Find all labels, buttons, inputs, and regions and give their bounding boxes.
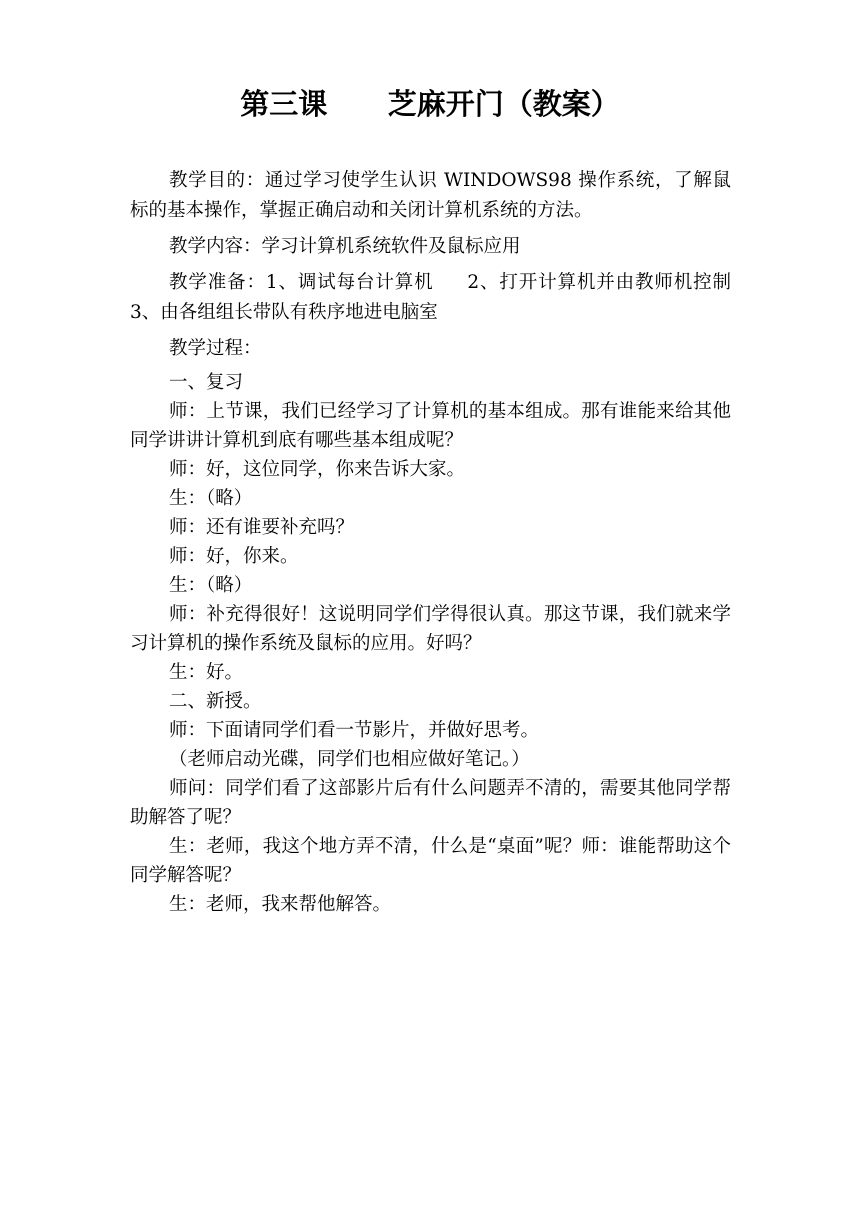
teaching-content: 教学内容：学习计算机系统软件及鼠标应用 <box>169 236 521 257</box>
teaching-process-heading: 教学过程： <box>169 338 262 359</box>
section-new-lesson-heading: 二、新授。 <box>169 691 262 712</box>
dialogue-line: 师：还有谁要补充吗？ <box>169 517 355 538</box>
dialogue-line: 师：下面请同学们看一节影片，并做好思考。 <box>169 720 540 741</box>
dialogue-line: 生：（略） <box>169 575 253 596</box>
teaching-preparation: 教学准备：1、调试每台计算机 2、打开计算机并由教师机控制 3、由各组组长带队有秩序地进电脑室 <box>130 272 749 323</box>
document-body <box>130 166 749 919</box>
section-review-heading: 一、复习 <box>169 372 244 393</box>
dialogue-line: 师：补充得很好！这说明同学们学得很认真。那这节课，我们就来学习计算机的操作系统及鼠标的应用。好吗？ <box>130 604 731 654</box>
dialogue-line: 师：好，这位同学，你来告诉大家。 <box>169 459 466 480</box>
dialogue-line: 生：好。 <box>169 662 244 683</box>
dialogue-line: 师：好，你来。 <box>169 546 299 567</box>
dialogue-line: 师问：同学们看了这部影片后有什么问题弄不清的，需要其他同学帮助解答了呢？ <box>130 778 731 828</box>
dialogue-line: 生：老师，我这个地方弄不清，什么是“桌面”呢？师：谁能帮助这个同学解答呢？ <box>130 836 731 886</box>
dialogue-line: 师：上节课，我们已经学习了计算机的基本组成。那有谁能来给其他同学讲讲计算机到底有哪些基本组成呢？ <box>130 401 731 451</box>
dialogue-line: （老师启动光碟，同学们也相应做好笔记。） <box>169 749 530 770</box>
dialogue-line: 生：老师，我来帮他解答。 <box>169 894 392 915</box>
dialogue-line: 生：（略） <box>169 488 253 509</box>
teaching-objective: 教学目的：通过学习使学生认识 WINDOWS98 操作系统，了解鼠标的基本操作，掌握正确启动和关闭计算机系统的方法。 <box>130 170 731 221</box>
lesson-title: 第三课 芝麻开门（教案） <box>240 87 620 121</box>
